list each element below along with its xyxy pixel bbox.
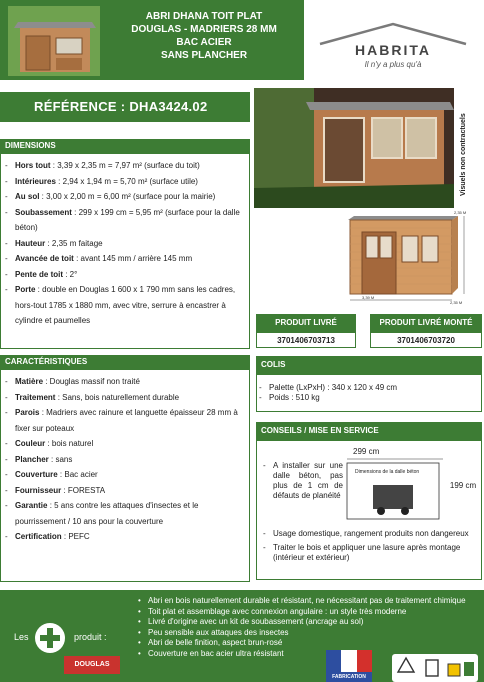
- product-title: [110, 10, 298, 62]
- caracteristique-item: - Couverture : Bac acier: [1, 467, 249, 483]
- title-line: ABRI DHANA TOIT PLAT: [145, 11, 263, 22]
- les-label: Les: [14, 632, 29, 642]
- caracteristique-item: - Garantie : 5 ans contre les attaques d'insectes et le pourrissement / 10 ans pour la couverture: [1, 498, 249, 529]
- fabrication-france-badge: [326, 650, 372, 682]
- advantage-item: • Livré d'origine avec un kit de soubassement (ancrage au sol): [138, 617, 478, 628]
- cabin-thumbnail-icon: [8, 6, 100, 76]
- title-line: DOUGLAS - MADRIERS 28 MM: [131, 24, 277, 35]
- caracteristiques-heading: CARACTÉRISTIQUES: [0, 355, 250, 369]
- dimension-item: - Intérieures : 2,94 x 1,94 m = 5,70 m² (surface utile): [1, 174, 249, 190]
- slab-width: 299 cm: [353, 447, 380, 456]
- habrita-logo: [318, 22, 468, 74]
- product-photo: [254, 88, 454, 208]
- dimensions-heading: DIMENSIONS: [0, 139, 250, 153]
- produit-monte-ean: 3701406703720: [370, 332, 482, 348]
- produit-monte-label: PRODUIT LIVRÉ MONTÉ: [370, 314, 482, 332]
- concrete-mixer-icon: [373, 485, 413, 509]
- advantage-item: • Toit plat et assemblage avec connexion angulaire : un style très moderne: [138, 607, 478, 618]
- colis-box: [256, 374, 482, 412]
- caracteristique-item: - Certification : PEFC: [1, 529, 249, 545]
- dimension-item: - Hauteur : 2,35 m faitage: [1, 236, 249, 252]
- colis-heading: COLIS: [256, 356, 482, 374]
- advantage-item: • Abri de belle finition, aspect brun-rosé: [138, 638, 478, 649]
- header-banner: [0, 0, 304, 80]
- title-line: BAC ACIER: [176, 37, 232, 48]
- colis-item: - Palette (LxPxH) : 340 x 120 x 49 cm: [257, 383, 481, 393]
- plus-icon: [34, 622, 66, 654]
- visuels-note: Visuels non contractuels: [460, 113, 467, 196]
- dimension-item: - Pente de toit : 2°: [1, 267, 249, 283]
- caracteristique-item: - Couleur : bois naturel: [1, 436, 249, 452]
- caracteristique-item: - Matière : Douglas massif non traité: [1, 374, 249, 390]
- conseil-item: - Traiter le bois et appliquer une lasure après montage (intérieur et extérieur): [261, 543, 479, 563]
- produit-livre-ean: 3701406703713: [256, 332, 356, 348]
- dimensions-box: [0, 153, 250, 349]
- produit-livre-label: PRODUIT LIVRÉ: [256, 314, 356, 332]
- drawing-height-label: 2,35 M: [454, 210, 467, 215]
- advantage-item: • Abri en bois naturellement durable et résistant, ne nécessitant pas de traitement chimique: [138, 596, 478, 607]
- conseils-box: [256, 440, 482, 580]
- drawing-depth-label: 2,35 M: [450, 300, 463, 305]
- packaging-icons: [392, 654, 478, 682]
- drawing-width-label: 3,39 M: [362, 295, 375, 300]
- caracteristique-item: - Traitement : Sans, bois naturellement durable: [1, 390, 249, 406]
- advantage-item: • Couverture en bac acier ultra résistant: [138, 649, 478, 660]
- conseils-heading: CONSEILS / MISE EN SERVICE: [256, 422, 482, 440]
- reference-bar: RÉFÉRENCE : DHA3424.02: [0, 92, 250, 122]
- technical-drawing: [340, 208, 470, 306]
- douglas-logo: DOUGLAS: [64, 656, 120, 674]
- recycling-icon: [392, 654, 478, 682]
- conseil-item: - Usage domestique, rangement produits non dangereux: [261, 529, 479, 539]
- advantage-item: • Peu sensible aux attaques des insectes: [138, 628, 478, 639]
- colis-item: - Poids : 510 kg: [257, 393, 481, 403]
- dimension-item: - Hors tout : 3,39 x 2,35 m = 7,97 m² (surface du toit): [1, 158, 249, 174]
- slab-caption: Dimensions de la dalle béton: [355, 469, 420, 475]
- logo-tagline: Il n'y a plus qu'à: [364, 60, 422, 69]
- caracteristiques-box: [0, 369, 250, 582]
- caracteristique-item: - Parois : Madriers avec rainure et languette épaisseur 28 mm à fixer sur poteaux: [1, 405, 249, 436]
- advantages-footer: [0, 590, 484, 682]
- caracteristique-item: - Fournisseur : FORESTA: [1, 483, 249, 499]
- conseil-item-slab: - A installer sur une dalle béton, pas plus de 1 cm de défauts de planéité: [261, 461, 343, 501]
- conseils-list: [261, 529, 479, 563]
- title-line: SANS PLANCHER: [160, 50, 248, 61]
- slab-depth: 199 cm: [449, 481, 477, 490]
- dimension-item: - Porte : double en Douglas 1 600 x 1 790 mm sans les cadres, hors-tout 1785 x 1880 mm, avec vitre, serrure à encastrer à cylindre et paumelles: [1, 282, 249, 329]
- advantages-list: [138, 596, 478, 659]
- produit-label: produit :: [74, 632, 107, 642]
- dimension-item: - Au sol : 3,00 x 2,00 m = 6,00 m² (surface pour la mairie): [1, 189, 249, 205]
- dimension-item: - Avancée de toit : avant 145 mm / arrière 145 mm: [1, 251, 249, 267]
- fabrication-label: FABRICATION: [326, 672, 372, 682]
- slab-diagram: [345, 455, 445, 521]
- caracteristique-item: - Plancher : sans: [1, 452, 249, 468]
- logo-name: HABRITA: [355, 42, 431, 58]
- dimension-item: - Soubassement : 299 x 199 cm = 5,95 m² (surface pour la dalle béton): [1, 205, 249, 236]
